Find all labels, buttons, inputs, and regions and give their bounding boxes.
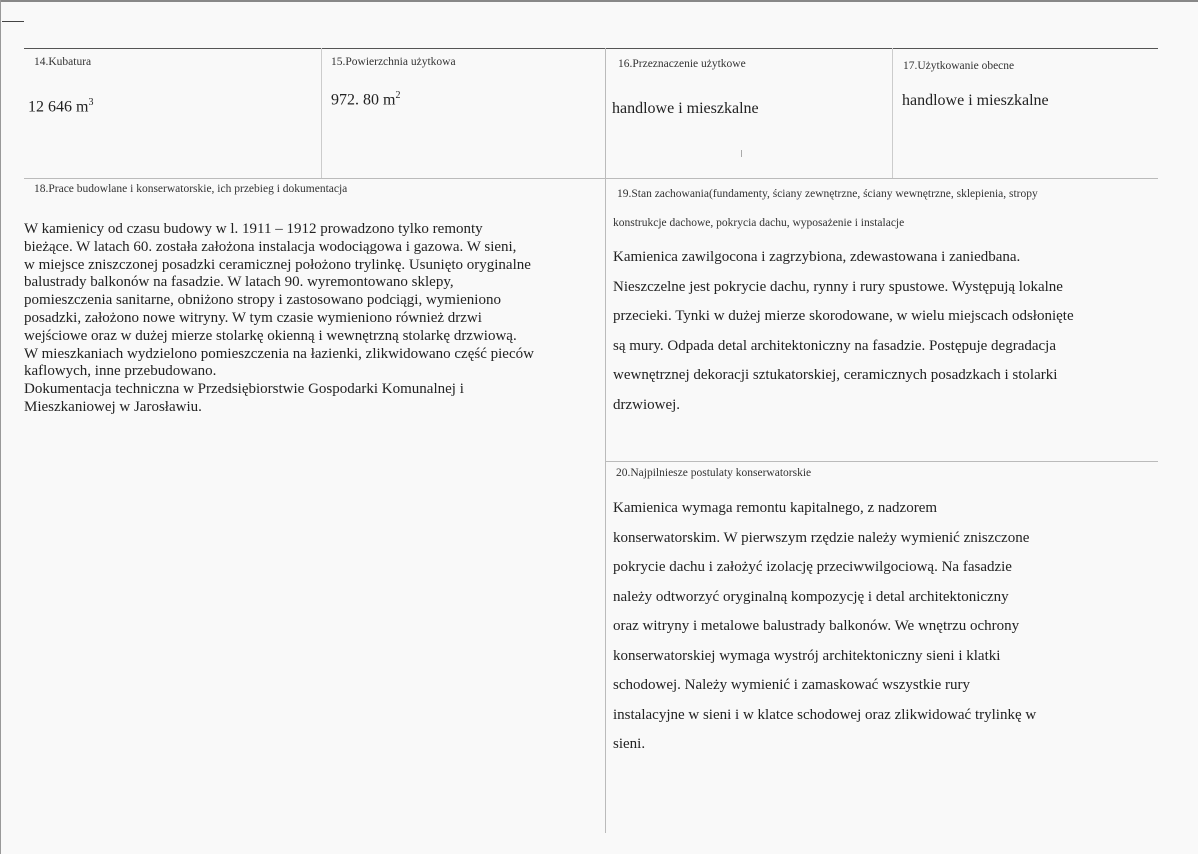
- postulaty-line: konserwatorskim. W pierwszym rzędzie należy wymienić zniszczone: [613, 529, 1030, 546]
- kubatura-label: 14.Kubatura: [34, 56, 92, 68]
- stan-line: przecieki. Tynki w dużej mierze skorodowane, w wielu miejscach odsłonięte: [613, 308, 1074, 324]
- row-divider-1: [24, 178, 1158, 179]
- powierzchnia-exponent: 2: [395, 90, 401, 101]
- prace-line: W kamienicy od czasu budowy w l. 1911 – 1912 prowadzono tylko remonty: [24, 221, 483, 237]
- powierzchnia-label: 15.Powierzchnia użytkowa: [331, 56, 456, 68]
- stan-text: [613, 243, 1153, 420]
- prace-line: posadzki, założono nowe witryny. W tym czasie wymieniono również drzwi: [24, 309, 482, 326]
- postulaty-line: sieni.: [613, 736, 646, 752]
- postulaty-text: [613, 494, 1153, 760]
- stan-label-line1: 19.Stan zachowania(fundamenty, ściany zewnętrzne, ściany wewnętrzne, sklepienia, stropy: [617, 188, 1038, 200]
- przeznaczenie-label: 16.Przeznaczenie użytkowe: [618, 58, 746, 70]
- prace-line: pomieszczenia sanitarne, obniżono stropy i zastosowano podciągi, wymieniono: [24, 292, 501, 309]
- postulaty-line: oraz witryny i metalowe balustrady balkonów. We wnętrzu ochrony: [613, 618, 1020, 634]
- stan-line: drzwiowej.: [613, 396, 681, 413]
- col-divider-3: [892, 48, 893, 178]
- prace-text: [24, 221, 609, 417]
- prace-line: kaflowych, inne przebudowano.: [24, 363, 217, 380]
- prace-label: 18.Prace budowlane i konserwatorskie, ich przebieg i dokumentacja: [34, 183, 348, 195]
- uzytkowanie-value: handlowe i mieszkalne: [902, 92, 1049, 109]
- uzytkowanie-label: 17.Użytkowanie obecne: [903, 60, 1015, 72]
- prace-line: Dokumentacja techniczna w Przedsiębiorstwie Gospodarki Komunalnej i: [24, 381, 464, 398]
- col-divider-1: [321, 48, 322, 178]
- postulaty-line: należy odtworzyć oryginalną kompozycję i detal architektoniczny: [613, 588, 1009, 605]
- row-divider-2: [606, 461, 1158, 462]
- kubatura-value: [28, 97, 93, 116]
- postulaty-line: instalacyjne w sieni i w klatce schodowej oraz zlikwidować trylinkę w: [613, 706, 1037, 723]
- postulaty-label: 20.Najpilniesze postulaty konserwatorskie: [616, 467, 812, 479]
- powierzchnia-number: 972. 80 m: [331, 91, 396, 109]
- page-left-edge: [0, 0, 1, 854]
- page-top-edge: [0, 0, 1198, 2]
- stan-line: są mury. Odpada detal architektoniczny na fasadzie. Postępuje degradacja: [613, 337, 1057, 354]
- stan-line: Nieszczelne jest pokrycie dachu, rynny i rury spustowe. Występują lokalne: [613, 278, 1063, 295]
- prace-line: balustrady balkonów na fasadzie. W latach 90. wyremontowano sklepy,: [24, 274, 454, 291]
- prace-line: bieżące. W latach 60. została założona instalacja wodociągowa i gazowa. W sieni,: [24, 238, 517, 255]
- prace-line: w miejsce zniszczonej posadzki ceramicznej położono trylinkę. Usunięto oryginalne: [24, 256, 531, 273]
- prace-line: wejściowe oraz w dużej mierze stolarkę okienną i wewnętrzną stolarkę drzwiową.: [24, 327, 517, 344]
- kubatura-number: 12 646 m: [28, 98, 89, 116]
- przeznaczenie-value: handlowe i mieszkalne: [612, 100, 759, 117]
- stan-line: wewnętrznej dekoracji sztukatorskiej, ceramicznych posadzkach i stolarki: [613, 367, 1058, 383]
- stan-line: Kamienica zawilgocona i zagrzybiona, zdewastowana i zaniedbana.: [613, 249, 1021, 265]
- col-divider-2: [605, 48, 606, 833]
- postulaty-line: konserwatorskiej wymaga wystrój architektoniczny sieni i klatki: [613, 647, 1001, 664]
- powierzchnia-value: [331, 90, 400, 109]
- scan-speck: [741, 150, 742, 157]
- stan-label-line2: konstrukcje dachowe, pokrycia dachu, wyposażenie i instalacje: [613, 217, 905, 229]
- kubatura-exponent: 3: [88, 97, 94, 108]
- postulaty-line: pokrycie dachu i założyć izolację przeciwwilgociową. Na fasadzie: [613, 559, 1012, 575]
- table-top-border: [24, 48, 1158, 49]
- prace-line: W mieszkaniach wydzielono pomieszczenia na łazienki, zlikwidowano część pieców: [24, 345, 534, 362]
- prace-line: Mieszkaniowej w Jarosławiu.: [24, 398, 202, 415]
- scan-mark: [2, 21, 24, 22]
- postulaty-line: Kamienica wymaga remontu kapitalnego, z nadzorem: [613, 500, 938, 516]
- postulaty-line: schodowej. Należy wymienić i zamaskować wszystkie rury: [613, 677, 970, 693]
